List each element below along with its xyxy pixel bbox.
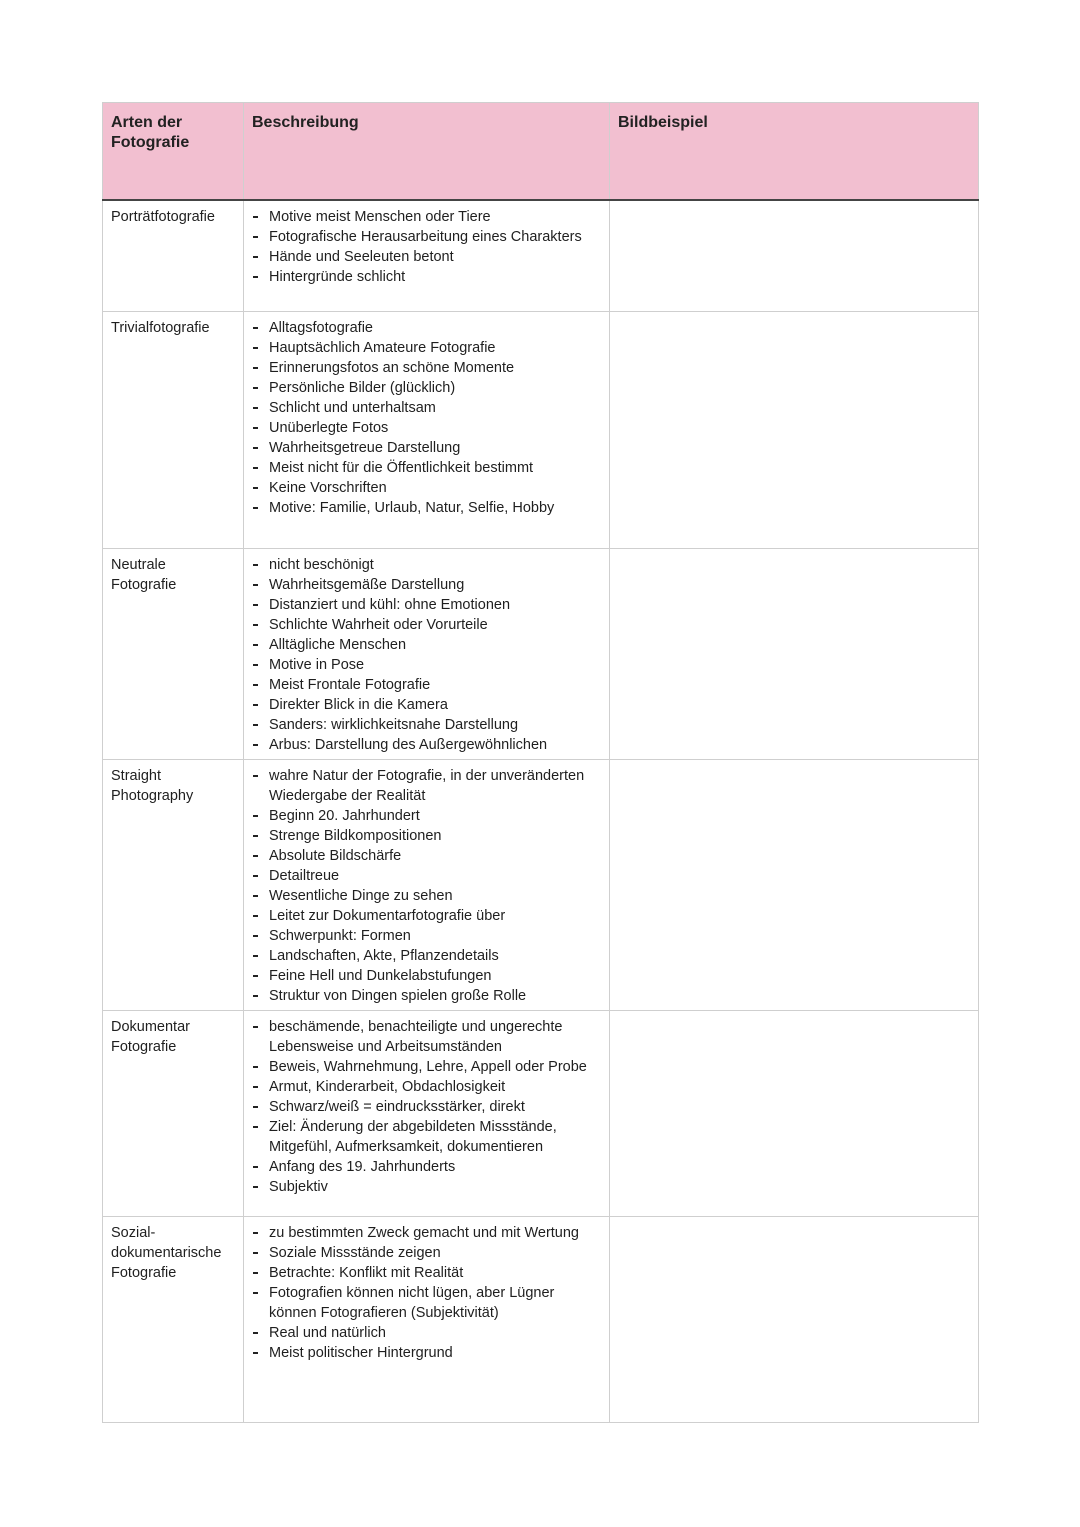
description-list [252,1223,601,1363]
description-item: Anfang des 19. Jahrhunderts [252,1157,601,1177]
description-item: Schlicht und unterhaltsam [252,398,601,418]
table-header-row [103,103,979,201]
header-description: Beschreibung [244,103,610,201]
description-item: Meist nicht für die Öffentlichkeit bestimmt [252,458,601,478]
photo-type-name: Dokumentar Fotografie [103,1010,244,1216]
description-item: Hauptsächlich Amateure Fotografie [252,338,601,358]
description-item: Absolute Bildschärfe [252,846,601,866]
description-item: Motive in Pose [252,655,601,675]
description-item: Wahrheitsgemäße Darstellung [252,575,601,595]
photo-type-name: Straight Photography [103,759,244,1010]
table-row [103,759,979,1010]
description-item: Feine Hell und Dunkelabstufungen [252,966,601,986]
description-item: Alltagsfotografie [252,318,601,338]
description-list [252,555,601,755]
description-list [252,207,601,287]
example-image-cell [610,759,979,1010]
table-row [103,311,979,548]
description-item: Keine Vorschriften [252,478,601,498]
example-image-cell [610,311,979,548]
description-cell [244,311,610,548]
photo-type-name: Neutrale Fotografie [103,548,244,759]
description-item: Hintergründe schlicht [252,267,601,287]
description-list [252,1017,601,1197]
description-item: Strenge Bildkompositionen [252,826,601,846]
description-item: zu bestimmten Zweck gemacht und mit Wertung [252,1223,601,1243]
description-list [252,766,601,1006]
description-cell [244,1216,610,1422]
table-row [103,200,979,311]
description-item: Real und natürlich [252,1323,601,1343]
description-item: Armut, Kinderarbeit, Obdachlosigkeit [252,1077,601,1097]
description-list [252,318,601,518]
description-item: Ziel: Änderung der abgebildeten Missstände, Mitgefühl, Aufmerksamkeit, dokumentieren [252,1117,601,1157]
description-item: Erinnerungsfotos an schöne Momente [252,358,601,378]
description-item: Direkter Blick in die Kamera [252,695,601,715]
description-item: Wesentliche Dinge zu sehen [252,886,601,906]
example-image-cell [610,1216,979,1422]
description-item: Distanziert und kühl: ohne Emotionen [252,595,601,615]
description-item: Soziale Missstände zeigen [252,1243,601,1263]
description-item: Unüberlegte Fotos [252,418,601,438]
example-image-cell [610,200,979,311]
description-item: Hände und Seeleuten betont [252,247,601,267]
description-item: Detailtreue [252,866,601,886]
description-item: nicht beschönigt [252,555,601,575]
description-item: Motive meist Menschen oder Tiere [252,207,601,227]
description-item: wahre Natur der Fotografie, in der unveränderten Wiedergabe der Realität [252,766,601,806]
description-item: Subjektiv [252,1177,601,1197]
header-example-image: Bildbeispiel [610,103,979,201]
description-cell [244,759,610,1010]
description-cell [244,1010,610,1216]
description-item: Schlichte Wahrheit oder Vorurteile [252,615,601,635]
description-item: Motive: Familie, Urlaub, Natur, Selfie, Hobby [252,498,601,518]
description-item: Sanders: wirklichkeitsnahe Darstellung [252,715,601,735]
description-item: beschämende, benachteiligte und ungerechte Lebensweise und Arbeitsumständen [252,1017,601,1057]
photography-types-table [102,102,979,1423]
description-item: Leitet zur Dokumentarfotografie über [252,906,601,926]
description-item: Fotografien können nicht lügen, aber Lügner können Fotografieren (Subjektivität) [252,1283,601,1323]
description-item: Beginn 20. Jahrhundert [252,806,601,826]
description-item: Struktur von Dingen spielen große Rolle [252,986,601,1006]
description-item: Beweis, Wahrnehmung, Lehre, Appell oder Probe [252,1057,601,1077]
description-item: Persönliche Bilder (glücklich) [252,378,601,398]
header-types: Arten der Fotografie [103,103,244,201]
description-item: Fotografische Herausarbeitung eines Charakters [252,227,601,247]
description-cell [244,200,610,311]
description-item: Arbus: Darstellung des Außergewöhnlichen [252,735,601,755]
description-item: Meist Frontale Fotografie [252,675,601,695]
photo-type-name: Trivialfotografie [103,311,244,548]
table-body [103,200,979,1422]
photo-type-name: Sozial- dokumentarische Fotografie [103,1216,244,1422]
description-item: Schwerpunkt: Formen [252,926,601,946]
description-item: Landschaften, Akte, Pflanzendetails [252,946,601,966]
table-row [103,1010,979,1216]
table-row [103,1216,979,1422]
description-cell [244,548,610,759]
description-item: Meist politischer Hintergrund [252,1343,601,1363]
description-item: Wahrheitsgetreue Darstellung [252,438,601,458]
example-image-cell [610,1010,979,1216]
description-item: Betrachte: Konflikt mit Realität [252,1263,601,1283]
description-item: Schwarz/weiß = eindrucksstärker, direkt [252,1097,601,1117]
photo-type-name: Porträtfotografie [103,200,244,311]
description-item: Alltägliche Menschen [252,635,601,655]
example-image-cell [610,548,979,759]
table-row [103,548,979,759]
